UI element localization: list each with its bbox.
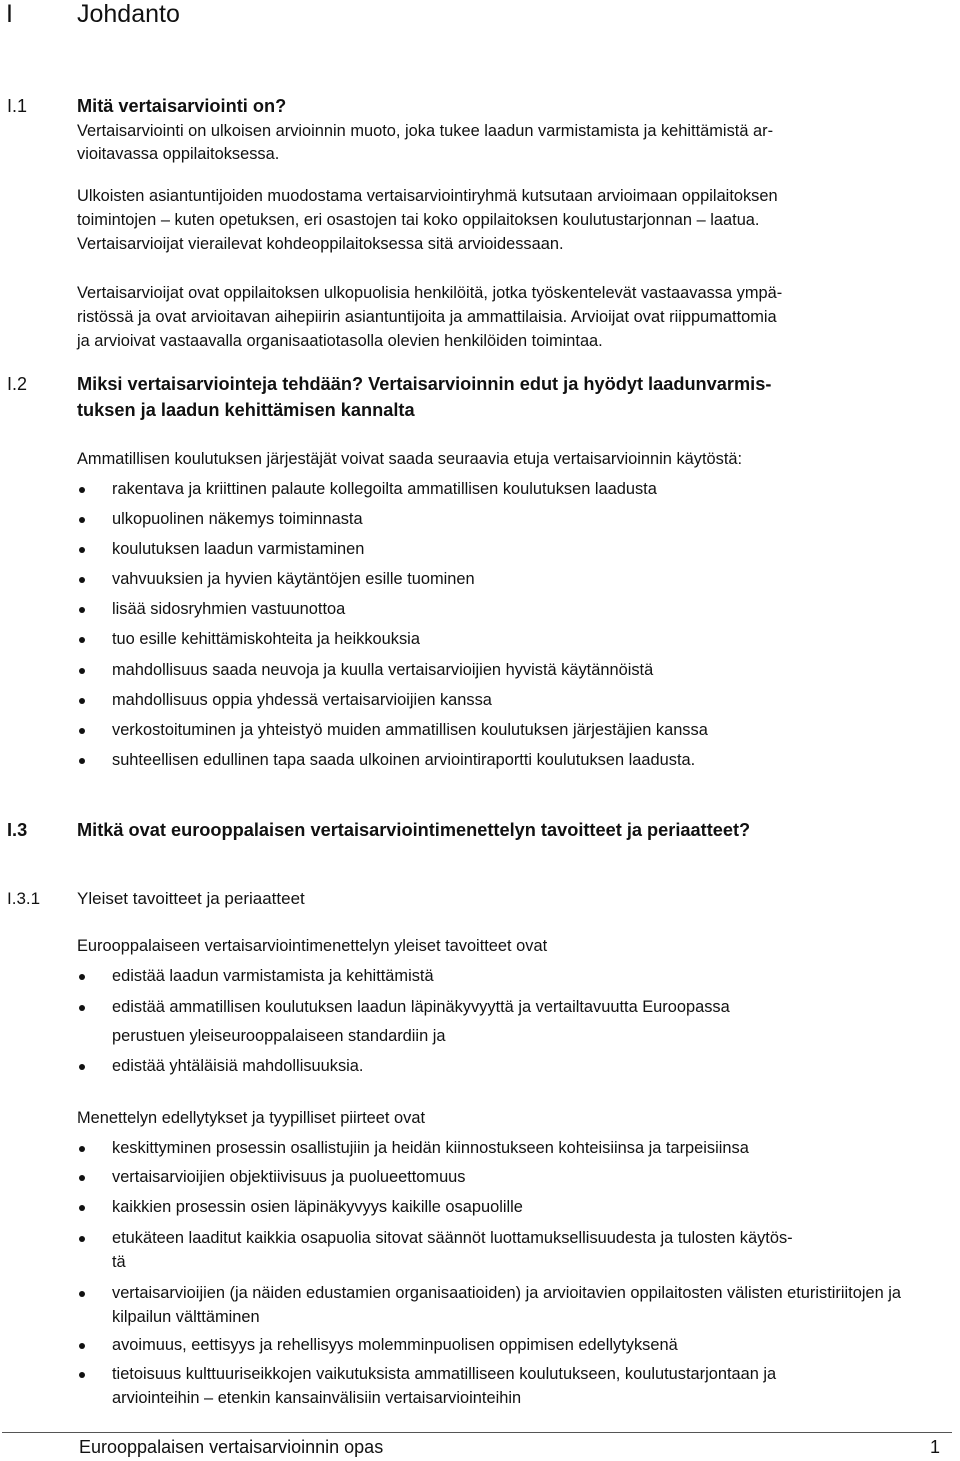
footer-divider <box>2 1432 952 1433</box>
bullet-icon <box>79 1005 85 1011</box>
bullet-icon <box>79 698 85 704</box>
paragraph-line: Vertaisarvioijat vierailevat kohdeoppilaitoksessa sitä arvioidessaan. <box>77 235 564 253</box>
list-item: arviointeihin – etenkin kansainvälisiin vertaisarviointeihin <box>112 1389 522 1407</box>
paragraph-line: vioitavassa oppilaitoksessa. <box>77 145 280 163</box>
section-number: I.3 <box>7 820 28 840</box>
list-item: suhteellisen edullinen tapa saada ulkoinen arviointiraportti koulutuksen laadusta. <box>112 751 696 769</box>
list-item: tuo esille kehittämiskohteita ja heikkouksia <box>112 630 420 648</box>
list-item: edistää ammatillisen koulutuksen laadun läpinäkyvyyttä ja vertailtavuutta Euroopassa <box>112 998 730 1016</box>
paragraph-line: Ammatillisen koulutuksen järjestäjät voivat saada seuraavia etuja vertaisarvioinnin käytöstä: <box>77 450 743 468</box>
list-item: tietoisuus kulttuuriseikkojen vaikutuksista ammatilliseen koulutukseen, koulutustarjontaan ja <box>112 1365 777 1383</box>
list-item: vertaisarvioijien (ja näiden edustamien organisaatioiden) ja arvioitavien oppilaitosten välisten eturistiriitojen ja kilpailun välttäminen <box>112 1284 902 1326</box>
list-item: rakentava ja kriittinen palaute kollegoilta ammatillisen koulutuksen laadusta <box>112 480 657 498</box>
subsection-title: Yleiset tavoitteet ja periaatteet <box>77 889 305 908</box>
list-item: etukäteen laaditut kaikkia osapuolia sitovat säännöt luottamuksellisuudesta ja tulosten käytös- <box>112 1229 793 1247</box>
list-item: tä <box>112 1253 126 1271</box>
bullet-icon <box>79 607 85 613</box>
bullet-icon <box>79 758 85 764</box>
list-item: koulutuksen laadun varmistaminen <box>112 540 365 558</box>
paragraph-line: Vertaisarviointi on ulkoisen arvioinnin muoto, joka tukee laadun varmistamista ja kehittämistä ar- <box>77 122 774 140</box>
paragraph-line: ja arvioivat vastaavalla organisaatiotasolla olevien henkilöiden toimintaa. <box>77 332 603 350</box>
list-item: ulkopuolinen näkemys toiminnasta <box>112 510 363 528</box>
bullet-icon <box>79 637 85 643</box>
footer-title: Eurooppalaisen vertaisarvioinnin opas <box>79 1437 384 1457</box>
bullet-icon <box>79 1343 85 1349</box>
list-item: keskittyminen prosessin osallistujiin ja heidän kiinnostukseen kohteisiinsa ja tarpeisiinsa <box>112 1139 749 1157</box>
chapter-number: I <box>6 0 13 28</box>
section-number: I.2 <box>7 374 28 394</box>
list-item: mahdollisuus oppia yhdessä vertaisarvioijien kanssa <box>112 691 492 709</box>
list-item: vertaisarvioijien objektiivisuus ja puolueettomuus <box>112 1168 466 1186</box>
bullet-icon <box>79 1372 85 1378</box>
list-item: perustuen yleiseurooppalaiseen standardiin ja <box>112 1027 446 1045</box>
bullet-icon <box>79 1205 85 1211</box>
list-item: avoimuus, eettisyys ja rehellisyys molemminpuolisen oppimisen edellytyksenä <box>112 1336 678 1354</box>
page-number: 1 <box>930 1437 941 1457</box>
bullet-icon <box>79 547 85 553</box>
bullet-icon <box>79 517 85 523</box>
list-item: edistää laadun varmistamista ja kehittämistä <box>112 967 434 985</box>
paragraph-line: Eurooppalaiseen vertaisarviointimenettelyn yleiset tavoitteet ovat <box>77 937 548 955</box>
section-title-line: tuksen ja laadun kehittämisen kannalta <box>77 400 415 420</box>
bullet-icon <box>79 577 85 583</box>
chapter-heading <box>0 0 960 30</box>
bullet-icon <box>79 1064 85 1070</box>
bullet-icon <box>79 1175 85 1181</box>
paragraph-line: Menettelyn edellytykset ja tyypilliset piirteet ovat <box>77 1109 426 1127</box>
bullet-icon <box>79 1291 85 1297</box>
bullet-icon <box>79 668 85 674</box>
paragraph-line: ristössä ja ovat arvioitavan aihepiirin asiantuntijoita ja ammattilaisia. Arvioijat ovat riippumattomia <box>77 308 777 326</box>
section-number: I.1 <box>7 96 28 116</box>
section-title: Mitä vertaisarviointi on? <box>77 96 287 116</box>
bullet-icon <box>79 1236 85 1242</box>
bullet-icon <box>79 487 85 493</box>
section-title: Mitkä ovat eurooppalaisen vertaisarviointimenettelyn tavoitteet ja periaatteet? <box>77 820 751 840</box>
bullet-icon <box>79 1146 85 1152</box>
list-item: verkostoituminen ja yhteistyö muiden ammatillisen koulutuksen järjestäjien kanssa <box>112 721 708 739</box>
list-item: lisää sidosryhmien vastuunottoa <box>112 600 346 618</box>
list-item: edistää yhtäläisiä mahdollisuuksia. <box>112 1057 364 1075</box>
paragraph-line: Vertaisarvioijat ovat oppilaitoksen ulkopuolisia henkilöitä, jotka työskentelevät vastaavassa ympä- <box>77 284 783 302</box>
bullet-icon <box>79 728 85 734</box>
paragraph-line: Ulkoisten asiantuntijoiden muodostama vertaisarviointiryhmä kutsutaan arvioimaan oppilaitoksen <box>77 187 778 205</box>
section-title-line: Miksi vertaisarviointeja tehdään? Vertaisarvioinnin edut ja hyödyt laadunvarmis- <box>77 374 772 394</box>
subsection-number: I.3.1 <box>7 889 41 908</box>
bullet-icon <box>79 974 85 980</box>
list-item: kaikkien prosessin osien läpinäkyvyys kaikille osapuolille <box>112 1198 523 1216</box>
list-item: mahdollisuus saada neuvoja ja kuulla vertaisarvioijien hyvistä käytännöistä <box>112 661 654 679</box>
list-item: vahvuuksien ja hyvien käytäntöjen esille tuominen <box>112 570 475 588</box>
chapter-title: Johdanto <box>77 0 180 28</box>
paragraph-line: toimintojen – kuten opetuksen, eri osastojen tai koko oppilaitoksen koulutustarjonnan – laatua. <box>77 211 760 229</box>
